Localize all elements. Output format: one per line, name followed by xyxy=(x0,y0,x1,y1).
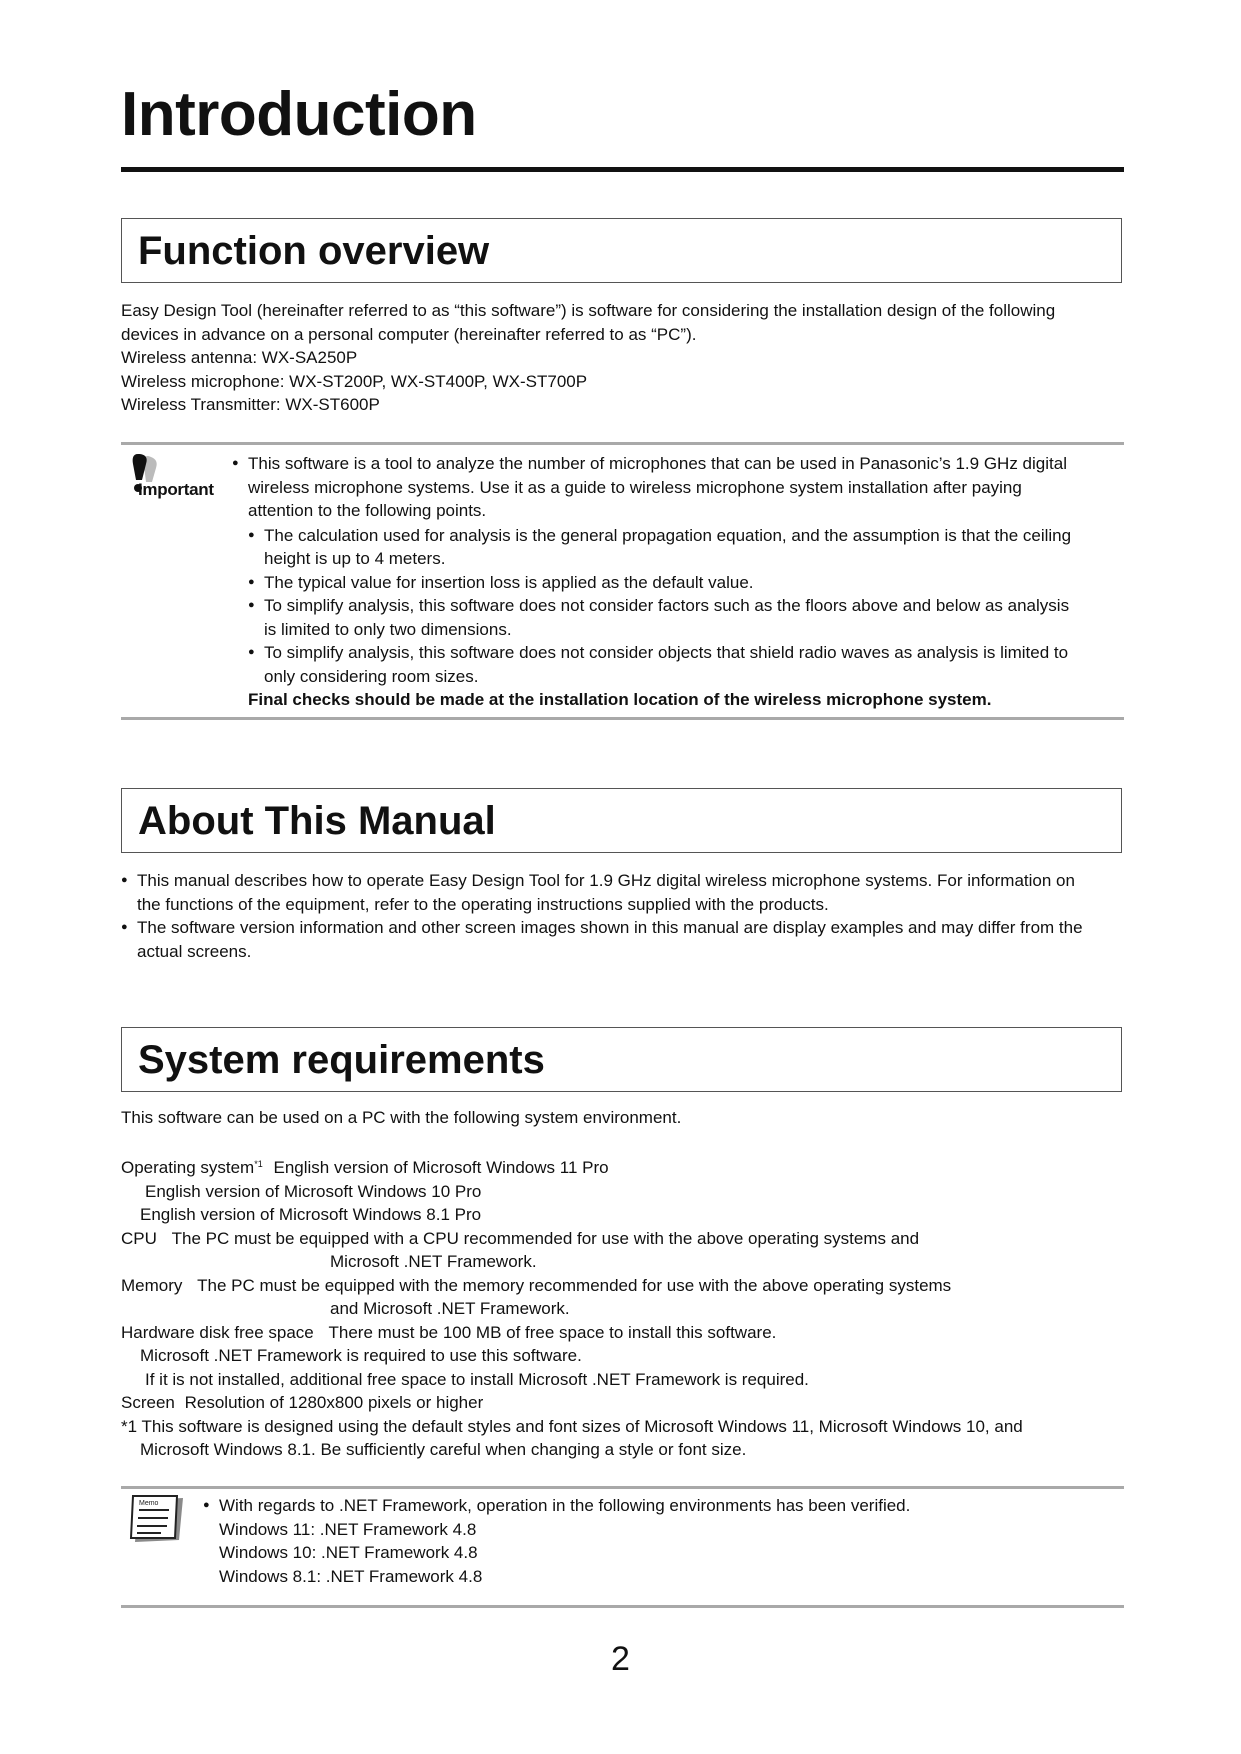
os-value: English version of Microsoft Windows 10 Pro xyxy=(145,1181,482,1201)
text-line: only considering room sizes. xyxy=(264,666,479,686)
list-item xyxy=(248,571,1122,595)
memo-body xyxy=(203,1494,1113,1588)
text-line: is limited to only two dimensions. xyxy=(264,619,512,639)
text-line: the functions of the equipment, refer to the operating instructions supplied with the products. xyxy=(137,894,829,914)
list-item xyxy=(232,452,1122,712)
list-item xyxy=(121,916,1131,963)
os-value: English version of Microsoft Windows 8.1 Pro xyxy=(140,1205,482,1224)
device-line: Wireless microphone: WX-ST200P, WX-ST400P, WX-ST700P xyxy=(121,371,588,391)
title-underline xyxy=(121,167,1124,172)
text-line: ● This software is a tool to analyze the number of microphones that can be used in Panasonic’s 1.9 GHz digital xyxy=(248,454,1067,473)
section-header-about-manual xyxy=(121,788,1122,853)
text-line: ● The software version information and other screen images shown in this manual are display examples and may differ from the xyxy=(137,918,1083,937)
text-line: actual screens. xyxy=(137,941,252,961)
list-item xyxy=(203,1494,1113,1588)
os-label: Operating system xyxy=(121,1158,255,1177)
text-line: ● The typical value for insertion loss is applied as the default value. xyxy=(264,572,754,592)
function-overview-body xyxy=(121,299,1131,417)
section-heading: System requirements xyxy=(138,1038,545,1082)
memo-item: Windows 10: .NET Framework 4.8 xyxy=(219,1543,478,1562)
memo-item: Windows 11: .NET Framework 4.8 xyxy=(219,1519,477,1539)
device-line: Wireless Transmitter: WX-ST600P xyxy=(121,395,380,414)
page-title: Introduction xyxy=(121,80,477,149)
memo-icon-label: Memo xyxy=(139,1500,159,1507)
system-requirements-table xyxy=(121,1153,1131,1462)
page-number: 2 xyxy=(611,1640,630,1678)
intro-line: Easy Design Tool (hereinafter referred to as “this software”) is software for considering the installation design of the following xyxy=(121,301,1056,320)
disk-value: If it is not installed, additional free space to install Microsoft .NET Framework is required. xyxy=(145,1369,809,1389)
memo-top-rule xyxy=(121,1486,1124,1489)
list-item xyxy=(248,524,1122,571)
memo-icon xyxy=(125,1494,187,1546)
memo-item: Windows 8.1: .NET Framework 4.8 xyxy=(219,1566,483,1586)
device-line: Wireless antenna: WX-SA250P xyxy=(121,348,358,367)
disk-value: Microsoft .NET Framework is required to use this software. xyxy=(140,1346,582,1365)
text-line: height is up to 4 meters. xyxy=(264,549,446,568)
footnote: Microsoft Windows 8.1. Be sufficiently careful when changing a style or font size. xyxy=(140,1440,747,1459)
screen-label: Screen xyxy=(121,1393,175,1412)
section-header-function-overview xyxy=(121,218,1122,283)
important-icon xyxy=(128,452,238,502)
system-requirements-intro: This software can be used on a PC with the following system environment. xyxy=(121,1108,682,1127)
important-points xyxy=(248,524,1122,689)
screen-value: Resolution of 1280x800 pixels or higher xyxy=(184,1393,484,1412)
cpu-row xyxy=(121,1227,1131,1251)
memory-value: The PC must be equipped with the memory recommended for use with the above operating systems xyxy=(197,1275,952,1295)
list-item xyxy=(121,869,1131,916)
intro-line: devices in advance on a personal computer (hereinafter referred to as “PC”). xyxy=(121,324,697,344)
list-item xyxy=(248,641,1122,688)
memory-label: Memory xyxy=(121,1275,183,1295)
section-heading: About This Manual xyxy=(138,799,496,843)
disk-row xyxy=(121,1321,1131,1345)
important-top-rule xyxy=(121,442,1124,445)
list-item xyxy=(248,594,1122,641)
footnote-mark: *1 xyxy=(254,1159,263,1169)
disk-label: Hardware disk free space xyxy=(121,1322,314,1342)
important-label: Important xyxy=(138,480,214,499)
important-list xyxy=(232,452,1122,712)
section-header-system-requirements xyxy=(121,1027,1122,1092)
os-row xyxy=(121,1153,1131,1180)
text-line: ● The calculation used for analysis is the general propagation equation, and the assumption is that the ceiling xyxy=(264,525,1072,545)
memo-bottom-rule xyxy=(121,1605,1124,1608)
text-line: ● To simplify analysis, this software does not consider objects that shield radio waves as analysis is limited to xyxy=(264,643,1069,662)
important-bottom-rule xyxy=(121,717,1124,720)
section-heading: Function overview xyxy=(138,229,490,273)
final-note: Final checks should be made at the installation location of the wireless microphone system. xyxy=(248,690,992,709)
important-body xyxy=(232,452,1122,712)
about-manual-body xyxy=(121,869,1131,963)
memory-row xyxy=(121,1274,1131,1298)
memory-value: and Microsoft .NET Framework. xyxy=(330,1299,570,1318)
about-manual-list xyxy=(121,869,1131,963)
text-line: ● To simplify analysis, this software does not consider factors such as the floors above and below as analysis xyxy=(264,596,1070,615)
footnote: *1 This software is designed using the default styles and font sizes of Microsoft Windows 11, Microsoft Windows 10, and xyxy=(121,1416,1023,1436)
text-line: ● With regards to .NET Framework, operation in the following environments has been verified. xyxy=(219,1496,911,1515)
os-value: English version of Microsoft Windows 11 Pro xyxy=(273,1158,609,1177)
cpu-value: The PC must be equipped with a CPU recommended for use with the above operating systems and xyxy=(171,1228,920,1248)
text-line: ● This manual describes how to operate Easy Design Tool for 1.9 GHz digital wireless microphone systems. For information on xyxy=(137,871,1075,890)
cpu-label: CPU xyxy=(121,1228,157,1248)
text-line: wireless microphone systems. Use it as a guide to wireless microphone system installation after paying xyxy=(248,477,1022,497)
text-line: attention to the following points. xyxy=(248,501,487,520)
disk-value: There must be 100 MB of free space to install this software. xyxy=(328,1322,777,1342)
screen-row xyxy=(121,1391,1131,1415)
memo-list xyxy=(203,1494,1113,1588)
cpu-value: Microsoft .NET Framework. xyxy=(330,1252,537,1271)
